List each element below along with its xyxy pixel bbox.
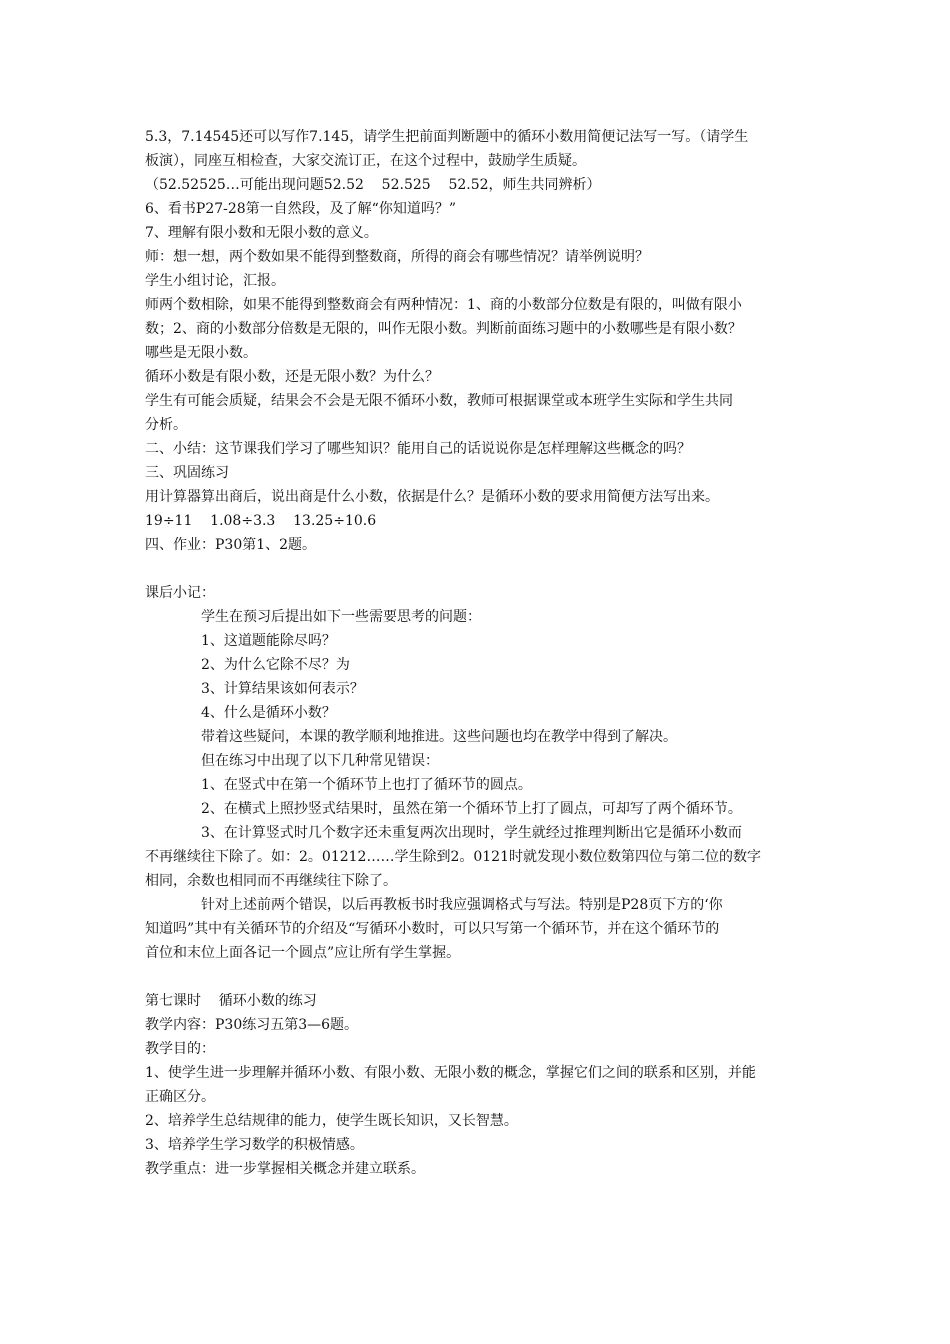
list-item: 3、计算结果该如何表示？ bbox=[201, 681, 364, 697]
text-line: 学生有可能会质疑，结果会不会是无限不循环小数，教师可根据课堂或本班学生实际和学生共同 bbox=[145, 393, 733, 409]
text-line: 数；2、商的小数部分倍数是无限的，叫作无限小数。判断前面练习题中的小数哪些是有限小数？ bbox=[145, 321, 742, 337]
list-item: 2、在横式上照抄竖式结果时，虽然在第一个循环节上打了圆点，可却写了两个循环节。 bbox=[201, 801, 742, 817]
list-item: 1、这道题能除尽吗？ bbox=[201, 633, 336, 649]
section-heading: 课后小记： bbox=[145, 585, 215, 601]
list-item: 4、什么是循环小数？ bbox=[201, 705, 336, 721]
text-line: 教学目的： bbox=[145, 1041, 215, 1057]
text-line: 板演），同座互相检查，大家交流订正，在这个过程中，鼓励学生质疑。 bbox=[145, 153, 586, 169]
exercise-expressions: 19÷11 1.08÷3.3 13.25÷10.6 bbox=[145, 513, 377, 529]
text-line: 带着这些疑问，本课的教学顺利地推进。这些问题也均在教学中得到了解决。 bbox=[201, 729, 677, 745]
text-line: （52.52525…可能出现问题52.52 52.525 52.52，师生共同辨析） bbox=[145, 177, 601, 193]
list-item: 3、在计算竖式时几个数字还未重复两次出现时，学生就经过推理判断出它是循环小数而 bbox=[201, 825, 742, 841]
text-line: 不再继续往下除了。如：2。01212……学生除到2。0121时就发现小数位数第四位与第二位的数字 bbox=[145, 849, 761, 865]
lesson-title: 第七课时 循环小数的练习 bbox=[145, 993, 317, 1009]
list-item: 1、在竖式中在第一个循环节上也打了循环节的圆点。 bbox=[201, 777, 532, 793]
section-heading: 三、巩固练习 bbox=[145, 465, 229, 481]
list-item: 2、培养学生总结规律的能力，使学生既长知识，又长智慧。 bbox=[145, 1113, 518, 1129]
text-line: 哪些是无限小数。 bbox=[145, 345, 257, 361]
list-item: 3、培养学生学习数学的积极情感。 bbox=[145, 1137, 364, 1153]
text-line: 针对上述前两个错误，以后再教板书时我应强调格式与写法。特别是P28页下方的‘你 bbox=[201, 897, 723, 913]
text-line: 教学内容：P30练习五第3—6题。 bbox=[145, 1017, 359, 1033]
text-line: 师：想一想，两个数如果不能得到整数商，所得的商会有哪些情况？请举例说明？ bbox=[145, 249, 649, 265]
text-line: 分析。 bbox=[145, 417, 187, 433]
text-line: 5.3，7.14545还可以写作7.145，请学生把前面判断题中的循环小数用简便记法写一写。（请学生 bbox=[145, 129, 749, 145]
text-line: 师两个数相除，如果不能得到整数商会有两种情况：1、商的小数部分位数是有限的，叫做有限小 bbox=[145, 297, 742, 313]
text-line: 7、理解有限小数和无限小数的意义。 bbox=[145, 225, 378, 241]
blank-line bbox=[145, 965, 815, 989]
text-line: 教学重点：进一步掌握相关概念并建立联系。 bbox=[145, 1161, 425, 1177]
text-line: 知道吗”其中有关循环节的介绍及“写循环小数时，可以只写第一个循环节，并在这个循环节的 bbox=[145, 921, 720, 937]
section-heading: 四、作业：P30第1、2题。 bbox=[145, 537, 317, 553]
text-line: 学生小组讨论，汇报。 bbox=[145, 273, 285, 289]
list-item: 2、为什么它除不尽？为 bbox=[201, 657, 350, 673]
list-item: 1、使学生进一步理解并循环小数、有限小数、无限小数的概念，掌握它们之间的联系和区别，并能 bbox=[145, 1065, 756, 1081]
text-line: 用计算器算出商后，说出商是什么小数，依据是什么？是循环小数的要求用简便方法写出来。 bbox=[145, 489, 719, 505]
text-line: 首位和末位上面各记一个圆点”应让所有学生掌握。 bbox=[145, 945, 461, 961]
text-line: 学生在预习后提出如下一些需要思考的问题： bbox=[201, 609, 481, 625]
blank-line bbox=[145, 557, 815, 581]
section-heading: 二、小结：这节课我们学习了哪些知识？能用自己的话说说你是怎样理解这些概念的吗？ bbox=[145, 441, 691, 457]
document-page bbox=[145, 125, 815, 1181]
text-line: 正确区分。 bbox=[145, 1089, 215, 1105]
text-line: 但在练习中出现了以下几种常见错误： bbox=[201, 753, 439, 769]
text-line: 相同，余数也相同而不再继续往下除了。 bbox=[145, 873, 397, 889]
text-line: 循环小数是有限小数，还是无限小数？为什么？ bbox=[145, 369, 439, 385]
text-line: 6、看书P27-28第一自然段，及了解“你知道吗？” bbox=[145, 201, 456, 217]
